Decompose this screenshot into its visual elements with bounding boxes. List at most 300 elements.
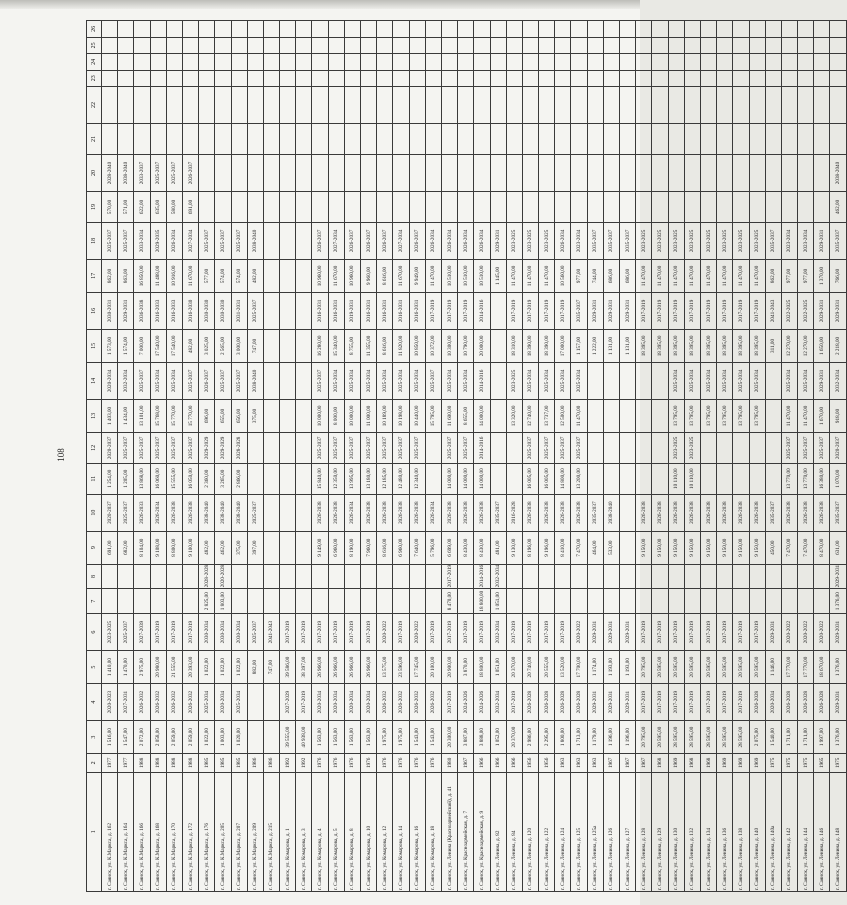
table-cell: 14 000,00	[441, 463, 457, 494]
table-cell: 2020-2034	[361, 684, 377, 721]
table-cell: 747,00	[263, 651, 279, 684]
table-cell	[765, 37, 781, 53]
table-cell: 2033-2037	[134, 154, 150, 191]
table-cell	[280, 399, 296, 432]
table-cell	[118, 124, 134, 155]
table-cell: 2035-2037	[603, 222, 619, 259]
table-cell: 18 395,00	[749, 329, 765, 362]
table-cell	[733, 432, 749, 463]
table-cell: 2025-2034	[441, 362, 457, 399]
table-cell	[814, 21, 830, 38]
table-container	[86, 20, 842, 892]
table-cell	[182, 589, 198, 614]
table-cell: 8 616,00	[377, 329, 393, 362]
table-cell: 20 100,00	[425, 651, 441, 684]
table-cell: 2017-2019	[506, 614, 522, 651]
column-header: 19	[87, 192, 102, 223]
table-cell: 18 395,00	[652, 329, 668, 362]
table-cell	[539, 70, 555, 86]
table-cell: 1 574,00	[118, 329, 134, 362]
table-cell	[652, 192, 668, 223]
table-cell: 1 563,00	[344, 721, 360, 754]
table-cell: 2038-2040	[215, 494, 231, 531]
table-cell	[102, 87, 118, 124]
table-cell: 2038-2040	[231, 494, 247, 531]
column-header: 5	[87, 651, 102, 684]
column-header: 7	[87, 589, 102, 614]
table-cell: 1 022,00	[199, 651, 215, 684]
table-cell	[587, 87, 603, 124]
table-cell	[263, 531, 279, 564]
table-cell: 10 440,00	[409, 399, 425, 432]
column-header: 9	[87, 531, 102, 564]
table-cell	[717, 70, 733, 86]
table-cell	[717, 87, 733, 124]
table-cell: 16 050,00	[182, 463, 198, 494]
table-cell: 2029-2031	[814, 362, 830, 399]
table-cell: 13 795,00	[733, 399, 749, 432]
table-cell: 23 596,00	[393, 651, 409, 684]
table-cell: 2017-2019	[668, 292, 684, 329]
table-cell	[765, 192, 781, 223]
column-header: 11	[87, 463, 102, 494]
table-cell: 2029-2031	[490, 222, 506, 259]
table-cell: 2017-2019	[652, 614, 668, 651]
table-cell: 3 025,00	[199, 329, 215, 362]
table-cell: 2035-2037	[830, 494, 846, 531]
column-header: 18	[87, 222, 102, 259]
table-cell	[814, 124, 830, 155]
table-cell: 8 410,00	[555, 531, 571, 564]
table-cell	[506, 124, 522, 155]
table-cell: 2023-2025	[668, 432, 684, 463]
table-cell	[296, 259, 312, 292]
table-cell	[765, 432, 781, 463]
table-cell: 11 470,00	[717, 259, 733, 292]
table-cell	[571, 54, 587, 70]
table-cell: 7 470,00	[798, 531, 814, 564]
table-cell	[296, 399, 312, 432]
table-cell: 1969	[749, 754, 765, 773]
table-cell: 2020-2022	[571, 614, 587, 651]
table-cell	[684, 70, 700, 86]
table-cell: 1 022,00	[199, 721, 215, 754]
table-cell	[182, 70, 198, 86]
table-cell: 2026-2034	[166, 222, 182, 259]
table-cell: 2038-2040	[199, 494, 215, 531]
table-cell: 691,00	[182, 192, 198, 223]
table-cell	[280, 124, 296, 155]
address-cell: г. Саянск, ул. Ленина, д. 136	[717, 772, 733, 891]
table-cell: 577,00	[199, 259, 215, 292]
table-cell	[263, 362, 279, 399]
table-cell: 2023-2025	[717, 222, 733, 259]
table-cell: 2029-2031	[830, 614, 846, 651]
table-cell	[814, 192, 830, 223]
table-cell	[182, 37, 198, 53]
table-cell	[717, 463, 733, 494]
address-cell: г. Саянск, ул. Ленина, д. 130	[668, 772, 684, 891]
table-cell: 2017-2019	[150, 614, 166, 651]
table-cell: 10 790,00	[458, 329, 474, 362]
table-cell	[733, 54, 749, 70]
table-cell	[263, 70, 279, 86]
table-cell	[684, 564, 700, 589]
table-cell: 2025-2037	[150, 432, 166, 463]
table-cell	[620, 124, 636, 155]
table-cell: 1 711,00	[781, 721, 797, 754]
table-cell	[263, 463, 279, 494]
table-cell	[263, 222, 279, 259]
table-cell: 9 130,00	[506, 531, 522, 564]
table-cell: 9 150,00	[652, 531, 668, 564]
address-cell: г. Саянск, ул. Ленина, д. 132	[684, 772, 700, 891]
table-cell: 1 376,00	[830, 721, 846, 754]
table-cell: 13 520,00	[555, 651, 571, 684]
table-cell	[571, 37, 587, 53]
table-cell: 2017-2019	[636, 684, 652, 721]
table-cell: 18 310,00	[506, 329, 522, 362]
address-cell: г. Саянск, ул. Ленина, д. 140а	[765, 772, 781, 891]
table-cell: 1980	[441, 754, 457, 773]
table-cell	[814, 564, 830, 589]
table-cell: 2023-2025	[733, 222, 749, 259]
table-cell: 2019-2031	[344, 292, 360, 329]
address-cell: г. Саянск, ул. Ленина, д. 138	[733, 772, 749, 891]
table-cell: 691,00	[102, 531, 118, 564]
table-cell: 20 595,00	[749, 651, 765, 684]
table-cell	[620, 87, 636, 124]
table-cell	[717, 124, 733, 155]
table-cell: 2030-2031	[102, 292, 118, 329]
table-cell	[603, 21, 619, 38]
table-cell	[717, 192, 733, 223]
table-cell	[377, 124, 393, 155]
table-cell: 13 575,00	[377, 651, 393, 684]
table-row	[215, 21, 231, 892]
table-cell: 2025-2034	[668, 362, 684, 399]
table-cell: 2026-2038	[717, 494, 733, 531]
table-cell	[263, 54, 279, 70]
table-cell: 2030-2030	[215, 292, 231, 329]
table-cell: 1 193,00	[603, 651, 619, 684]
table-cell	[765, 124, 781, 155]
table-cell: 28 595,00	[717, 721, 733, 754]
table-cell	[231, 21, 247, 38]
table-cell: 40 938,00	[296, 721, 312, 754]
address-cell: г. Саянск, ул. Ленина, д. 120	[522, 772, 538, 891]
column-header: 21	[87, 124, 102, 155]
table-cell: 2025-2037	[166, 432, 182, 463]
table-cell	[166, 37, 182, 53]
address-cell: г. Саянск, ул. Ленина, д. 125а	[587, 772, 603, 891]
table-cell: 2025-2034	[344, 362, 360, 399]
table-cell	[765, 564, 781, 589]
table-cell: 2025-2034	[231, 684, 247, 721]
table-cell: 2025-2037	[182, 432, 198, 463]
table-cell	[733, 154, 749, 191]
table-cell: 977,00	[781, 259, 797, 292]
table-cell	[620, 37, 636, 53]
table-cell: 2025-2037	[118, 494, 134, 531]
table-cell	[166, 589, 182, 614]
table-cell	[522, 21, 538, 38]
table-cell	[280, 329, 296, 362]
table-cell: 1 803,00	[215, 589, 231, 614]
table-cell: 1 370,00	[814, 259, 830, 292]
table-cell: 10 960,00	[344, 259, 360, 292]
table-cell: 2029-2031	[830, 292, 846, 329]
table-cell: 2025-2037	[247, 292, 263, 329]
table-cell: 10 300,00	[441, 329, 457, 362]
table-cell: 1988	[134, 754, 150, 773]
table-cell: 2025-2037	[134, 432, 150, 463]
table-cell	[296, 70, 312, 86]
table-row	[361, 21, 377, 892]
table-cell	[587, 124, 603, 155]
table-cell	[765, 362, 781, 399]
table-cell: 7 470,00	[781, 531, 797, 564]
table-cell: 2020-2028	[215, 564, 231, 589]
address-cell: г. Саянск, ул. Ленина, д. 124	[555, 772, 571, 891]
table-cell	[749, 432, 765, 463]
table-cell: 13 200,00	[571, 463, 587, 494]
table-cell: 2025-2037	[312, 432, 328, 463]
table-cell: 16 850,00	[134, 259, 150, 292]
table-cell: 1969	[733, 754, 749, 773]
table-cell: 9 949,00	[409, 259, 425, 292]
table-cell	[652, 564, 668, 589]
table-cell	[539, 54, 555, 70]
table-cell: 2026-2038	[668, 494, 684, 531]
table-cell	[506, 21, 522, 38]
table-cell: 2020-2022	[377, 614, 393, 651]
table-cell	[781, 154, 797, 191]
table-cell: 2 059,00	[182, 721, 198, 754]
column-header: 12	[87, 432, 102, 463]
table-cell	[150, 54, 166, 70]
table-cell: 20 740,00	[522, 651, 538, 684]
table-cell: 2026-2028	[798, 684, 814, 721]
table-cell	[280, 362, 296, 399]
table-cell	[474, 87, 490, 124]
table-cell: 2017-2019	[749, 292, 765, 329]
table-cell: 2023-2025	[102, 614, 118, 651]
table-cell: 2035-2037	[571, 292, 587, 329]
table-cell	[620, 531, 636, 564]
table-cell: 17 540,00	[166, 329, 182, 362]
table-cell: 2017-2019	[749, 614, 765, 651]
table-cell	[328, 37, 344, 53]
table-cell: 11 488,00	[150, 259, 166, 292]
table-cell	[733, 21, 749, 38]
table-row	[182, 21, 198, 892]
table-cell: 13 795,00	[717, 399, 733, 432]
table-cell: 2025-2037	[182, 362, 198, 399]
table-cell	[296, 292, 312, 329]
table-cell: 2023-2025	[539, 222, 555, 259]
table-cell: 2029-2031	[587, 684, 603, 721]
table-cell: 2017-2019	[555, 614, 571, 651]
table-cell: 2032-2034	[490, 614, 506, 651]
table-cell: 2025-2034	[458, 362, 474, 399]
table-cell: 1 403,00	[102, 399, 118, 432]
table-cell: 977,00	[571, 259, 587, 292]
table-cell: 2017-2019	[717, 292, 733, 329]
table-cell	[636, 87, 652, 124]
table-cell: 2023-2025	[506, 222, 522, 259]
address-cell: г. Саянск, ул. Ленина, д. 128	[636, 772, 652, 891]
address-cell: г. Саянск, ул. Красноармейская, д. 7	[458, 772, 474, 891]
table-cell: 1976	[409, 754, 425, 773]
table-cell: 11 470,00	[636, 259, 652, 292]
table-row	[506, 21, 522, 892]
table-row	[134, 21, 150, 892]
table-cell: 1 131,00	[620, 329, 636, 362]
table-cell	[280, 37, 296, 53]
scan-border	[0, 0, 640, 9]
table-cell: 2025-2037	[199, 222, 215, 259]
table-cell: 1 003,00	[215, 721, 231, 754]
table-cell	[409, 124, 425, 155]
table-cell: 1965	[814, 754, 830, 773]
table-row	[296, 21, 312, 892]
table-cell: 12 740,00	[522, 399, 538, 432]
table-cell	[555, 154, 571, 191]
address-cell: г. Саянск, ул. К.Маркса, д. 162	[102, 772, 118, 891]
table-cell: 20 595,00	[652, 721, 668, 754]
table-cell: 2030-2030	[199, 292, 215, 329]
table-cell: 2026-2038	[328, 494, 344, 531]
table-cell	[798, 70, 814, 86]
column-header: 14	[87, 362, 102, 399]
table-cell	[344, 37, 360, 53]
table-cell	[215, 21, 231, 38]
table-cell	[555, 70, 571, 86]
address-cell: г. Саянск, ул. Ленина, д. 146	[814, 772, 830, 891]
table-cell: 580,00	[166, 192, 182, 223]
table-cell	[798, 124, 814, 155]
table-cell: 2029-2031	[830, 564, 846, 589]
table-cell: 1992	[296, 754, 312, 773]
table-cell	[636, 54, 652, 70]
table-cell	[118, 564, 134, 589]
table-cell: 1 563,00	[328, 721, 344, 754]
table-cell	[150, 21, 166, 38]
table-cell: 5 796,00	[425, 531, 441, 564]
table-cell	[555, 21, 571, 38]
table-cell	[700, 154, 716, 191]
table-cell: 1986	[263, 754, 279, 773]
table-cell: 20 393,00	[182, 651, 198, 684]
table-cell: 17 700,00	[571, 651, 587, 684]
table-cell: 682,00	[118, 531, 134, 564]
table-cell	[717, 37, 733, 53]
table-cell: 571,00	[118, 192, 134, 223]
table-cell: 1 563,00	[312, 721, 328, 754]
table-cell: 10 000,00	[312, 399, 328, 432]
table-cell	[781, 54, 797, 70]
table-cell	[215, 54, 231, 70]
table-cell	[781, 192, 797, 223]
table-cell	[441, 192, 457, 223]
table-cell	[522, 589, 538, 614]
table-cell	[506, 154, 522, 191]
table-cell	[409, 192, 425, 223]
table-cell	[652, 70, 668, 86]
table-cell	[280, 192, 296, 223]
table-cell	[668, 154, 684, 191]
table-cell: 1 516,00	[102, 721, 118, 754]
table-cell	[118, 589, 134, 614]
table-cell	[733, 87, 749, 124]
table-cell	[441, 124, 457, 155]
table-cell: 10 110,00	[668, 463, 684, 494]
table-cell	[555, 54, 571, 70]
table-cell	[652, 432, 668, 463]
table-cell: 1 543,00	[425, 721, 441, 754]
address-cell: г. Саянск, ул. Ленина (Красноармейский), д. 41	[441, 772, 457, 891]
table-cell	[636, 432, 652, 463]
table-cell: 2 565,00	[215, 329, 231, 362]
table-cell	[490, 87, 506, 124]
table-cell	[409, 154, 425, 191]
table-cell: 2029-2031	[765, 614, 781, 651]
table-cell	[247, 87, 263, 124]
table-cell: 2025-2034	[555, 362, 571, 399]
column-header: 13	[87, 399, 102, 432]
table-cell: 2035-2037	[490, 494, 506, 531]
table-cell	[749, 564, 765, 589]
table-cell: 375,00	[247, 399, 263, 432]
table-cell	[247, 124, 263, 155]
table-cell: 8 430,00	[474, 531, 490, 564]
table-cell	[280, 54, 296, 70]
table-cell: 18 395,00	[700, 329, 716, 362]
table-cell	[781, 70, 797, 86]
table-cell	[490, 463, 506, 494]
table-cell: 2025-2034	[749, 362, 765, 399]
table-cell	[425, 87, 441, 124]
table-cell	[620, 589, 636, 614]
table-cell	[571, 21, 587, 38]
table-cell: 2017-2019	[522, 614, 538, 651]
table-cell: 1976	[312, 754, 328, 773]
table-cell	[636, 564, 652, 589]
table-cell	[393, 70, 409, 86]
table-cell: 2017-2019	[717, 684, 733, 721]
column-header: 15	[87, 329, 102, 362]
table-cell: 11 820,00	[393, 329, 409, 362]
table-cell	[749, 463, 765, 494]
table-cell	[425, 54, 441, 70]
table-cell	[377, 54, 393, 70]
table-cell	[522, 37, 538, 53]
table-cell: 2038-2040	[247, 362, 263, 399]
table-cell	[458, 21, 474, 38]
table-cell	[636, 362, 652, 399]
table-row	[603, 21, 619, 892]
table-cell	[312, 37, 328, 53]
table-cell: 2017-2019	[182, 614, 198, 651]
table-cell	[490, 54, 506, 70]
table-cell	[522, 154, 538, 191]
table-cell: 8 104,00	[134, 531, 150, 564]
table-cell: 1988	[166, 754, 182, 773]
table-cell	[263, 37, 279, 53]
table-cell: 2025-2037	[166, 154, 182, 191]
address-cell: г. Саянск, ул. Комарова, д. 10	[361, 772, 377, 891]
